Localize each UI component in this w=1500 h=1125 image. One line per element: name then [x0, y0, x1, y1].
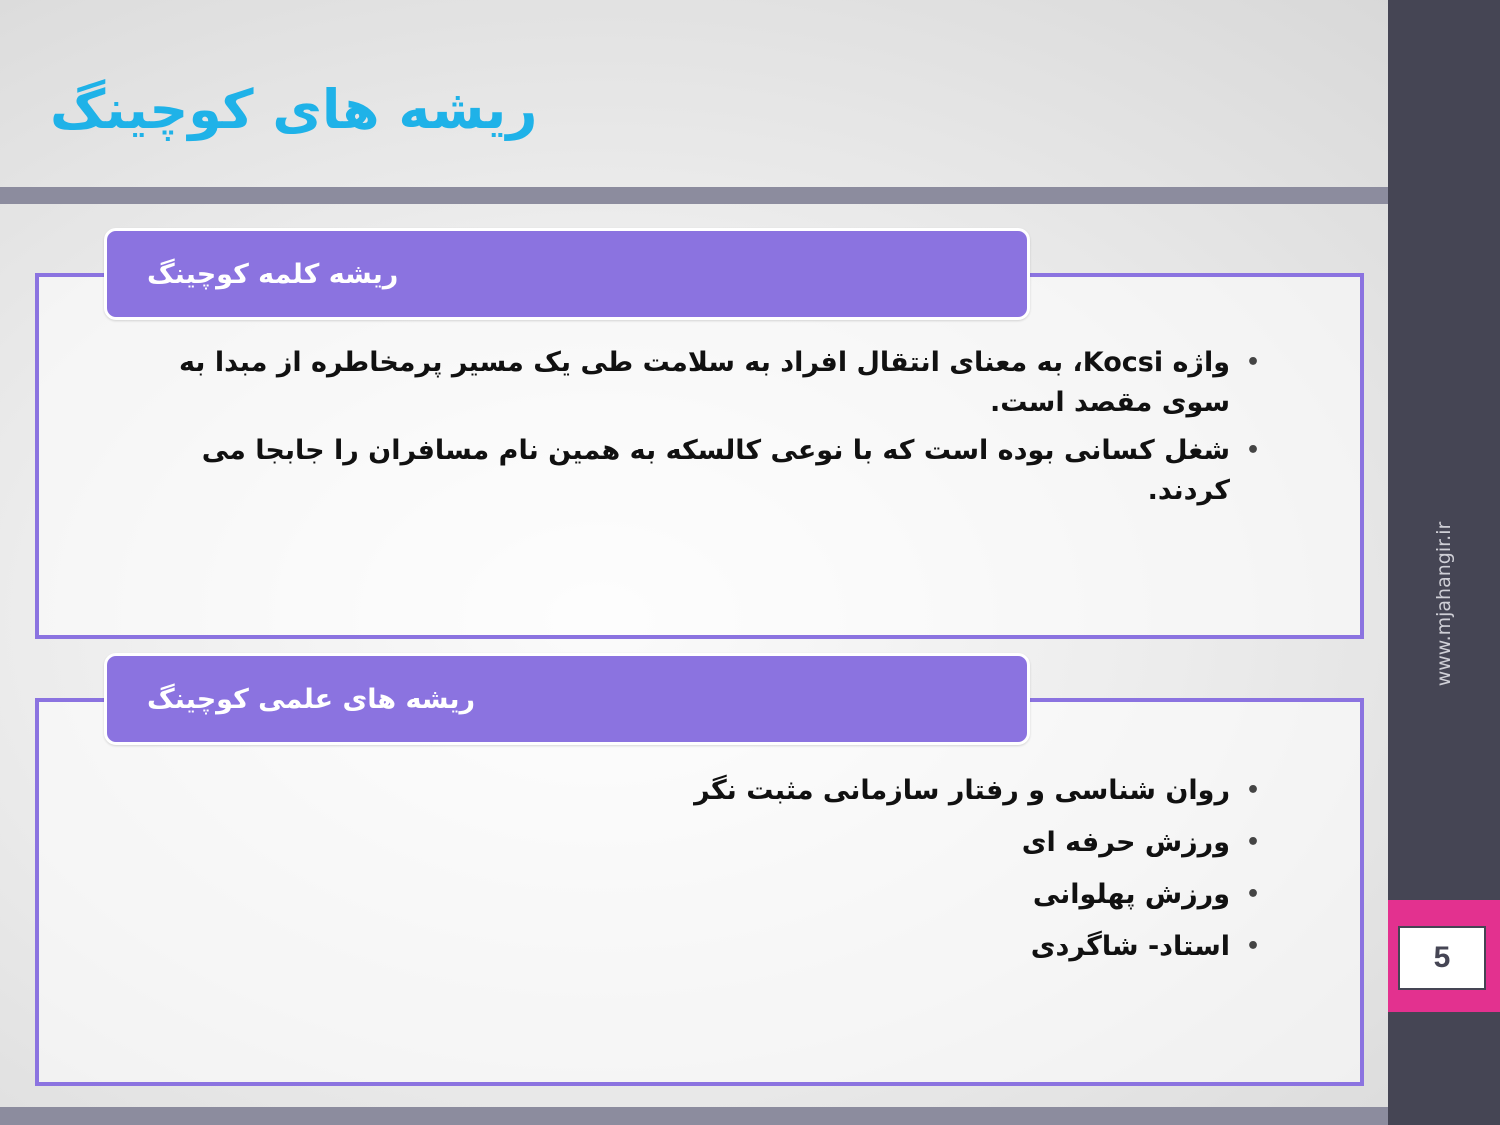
list-item: [150, 343, 1260, 423]
list-item: [150, 431, 1260, 511]
section-tab-scientific-roots: [104, 653, 1030, 745]
list-item-text: استاد- شاگردی: [1030, 931, 1230, 962]
list-item: [150, 820, 1260, 866]
list-item: [150, 768, 1260, 814]
bullet-list-scientific-roots: [150, 768, 1260, 976]
section-heading-text: ریشه های علمی کوچینگ: [147, 683, 475, 715]
top-divider: [0, 187, 1388, 204]
section-heading: [147, 656, 987, 742]
list-item: [150, 872, 1260, 918]
list-item-text: روان شناسی و رفتار سازمانی مثبت نگر: [694, 775, 1230, 806]
section-heading: [147, 231, 987, 317]
page-number: 5: [1398, 926, 1486, 990]
slide-title: ریشه های کوچینگ: [50, 78, 538, 141]
bullet-list-word-origin: [150, 343, 1260, 519]
section-tab-word-origin: [104, 228, 1030, 320]
section-heading-text: ریشه کلمه کوچینگ: [147, 258, 399, 290]
list-item: [150, 924, 1260, 970]
website-label: www.mjahangir.ir: [1433, 521, 1455, 687]
list-item-text: ورزش حرفه ای: [1021, 827, 1230, 858]
bottom-divider: [0, 1107, 1388, 1125]
list-item-text: واژه Kocsi، به معنای انتقال افراد به سلامت طی یک مسیر پرمخاطره از مبدا به سوی مقصد است.: [178, 347, 1230, 418]
list-item-text: ورزش پهلوانی: [1032, 879, 1230, 910]
list-item-text: شغل کسانی بوده است که با نوعی کالسکه به همین نام مسافران را جابجا می کردند.: [201, 435, 1230, 506]
